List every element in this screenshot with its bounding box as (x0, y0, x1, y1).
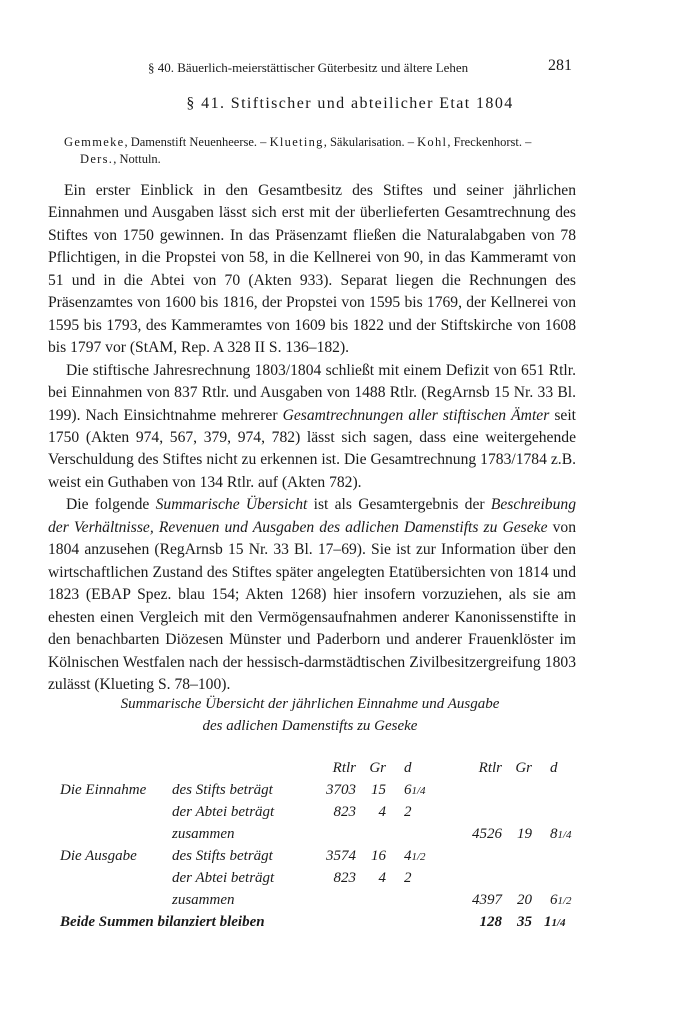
row-gr: 15 (371, 782, 386, 798)
table-row (60, 804, 620, 826)
row-description: der Abtei beträgt (172, 804, 275, 820)
row-gr-total: 19 (517, 826, 532, 842)
row-label: Die Einnahme (60, 782, 147, 798)
lit-author: Kohl (417, 135, 448, 149)
col-header-d: d (550, 760, 558, 776)
row-rtlr-total: 4397 (472, 892, 502, 908)
row-label: Die Ausgabe (60, 848, 137, 864)
paragraph-3-italic: Beschreibung der Verhältnisse, Revenuen und Ausgaben des adlichen Damenstifts zu Geseke (48, 496, 576, 536)
row-description: zusammen (172, 892, 235, 908)
lit-author: Klueting (269, 135, 324, 149)
row-rtlr: 823 (333, 870, 356, 886)
row-gr: 4 (378, 870, 386, 886)
table-header-row (60, 760, 620, 782)
table-body (60, 782, 620, 914)
body-text (48, 180, 576, 696)
row-description: der Abtei beträgt (172, 870, 275, 886)
table-total-row (60, 914, 620, 936)
table-row (60, 826, 620, 848)
literature-references (64, 134, 584, 168)
paragraph-3-italic: Summarische Übersicht (155, 496, 308, 514)
row-description: des Stifts beträgt (172, 782, 273, 798)
row-d: 2 (404, 870, 412, 886)
table-caption-line: Summarische Übersicht der jährlichen Einnahme und Ausgabe (120, 696, 500, 712)
paragraph-2-text: Die stiftische Jahresrechnung 1803/1804 schließt mit einem Defizit von 651 Rtlr. bei Einnahmen von 837 Rtlr. und Ausgaben von 1488 Rtlr. (RegArnsb 15 Nr. 33 Bl. 199). Nach Einsichtnahme mehrerer (48, 361, 576, 424)
row-d-total: 81/4 (550, 826, 572, 842)
lit-work: , Freckenhorst. – (447, 135, 532, 149)
lit-author: Ders. (80, 152, 114, 166)
table-row (60, 870, 620, 892)
row-d-total-fraction: 1/2 (557, 895, 572, 907)
section-title: § 41. Stiftischer und abteilicher Etat 1804 (186, 95, 514, 112)
lit-work: , Nottuln. (113, 152, 161, 166)
row-description: des Stifts beträgt (172, 848, 273, 864)
row-d-total: 61/2 (550, 892, 572, 908)
table-caption (0, 693, 620, 737)
paragraph-3-text: ist als Gesamtergebnis der (307, 496, 491, 514)
table-caption-line: des adlichen Damenstifts zu Geseke (202, 718, 418, 734)
row-d-fraction: 1/4 (411, 785, 426, 797)
total-label: Beide Summen bilanziert bleiben (60, 914, 265, 930)
row-rtlr: 3574 (326, 848, 356, 864)
paragraph-2 (48, 360, 576, 495)
table-row (60, 782, 620, 804)
lit-work: , Damenstift Neuenheerse. – (124, 135, 270, 149)
paragraph-3-text: von 1804 anzusehen (RegArnsb 15 Nr. 33 Bl. 17–69). Sie ist zur Information über den wirtschaftlichen Zustand des Stiftes später angelegten Etatübersichten von 1814 und 1823 (EBAP Spez. blau 154; Akten 1268) hier insofern vorzuziehen, als sie am ehesten einen Vergleich mit den Vermögensaufnahmen anderer Kanonissenstifte in den benachbarten Diözesen Münster und Paderborn und anderer Frauenklöster im Kölnischen Westfalen nach der hessisch-darmstädtischen Zivilbesitzergreifung 1803 zulässt (Klueting S. 78–100). (48, 518, 576, 693)
running-head: § 40. Bäuerlich-meierstättischer Güterbesitz und ältere Lehen (148, 60, 469, 75)
row-rtlr-total: 4526 (472, 826, 502, 842)
row-d: 61/4 (404, 782, 426, 798)
table-row (60, 848, 620, 870)
row-gr-total: 20 (517, 892, 532, 908)
col-header-rtlr: Rtlr (478, 760, 502, 776)
col-header-d: d (404, 760, 412, 776)
total-gr: 35 (517, 914, 532, 930)
table-row (60, 892, 620, 914)
col-header-gr: Gr (369, 760, 386, 776)
row-d-total-fraction: 1/4 (557, 829, 572, 841)
total-d: 11/4 (544, 914, 566, 930)
row-d-fraction: 1/2 (411, 851, 426, 863)
summary-table (60, 760, 620, 936)
total-d-fraction: 1/4 (551, 917, 566, 929)
row-rtlr: 823 (333, 804, 356, 820)
row-gr: 4 (378, 804, 386, 820)
paragraph-1: Ein erster Einblick in den Gesamtbesitz des Stiftes und seiner jährlichen Einnahmen und Ausgaben lässt sich erst mit der überlieferten Gesamtrechnung des Stiftes von 1750 gewinnen. In das Präsenzamt fließen die Naturalabgaben von 78 Pflichtigen, in die Propstei von 58, in die Kellnerei von 90, in das Kammeramt von 51 und in die Abtei von 70 (Akten 933). Separat liegen die Rechnungen des Präsenzamtes von 1600 bis 1816, der Propstei von 1595 bis 1769, der Kellnerei von 1595 bis 1793, des Kammeramtes von 1609 bis 1822 und der Stiftskirche von 1608 bis 1797 vor (StAM, Rep. A 328 II S. 136–182). (48, 182, 576, 357)
paragraph-2-text: seit 1750 (Akten 974, 567, 379, 974, 782) lässt sich sagen, dass eine weitergehende Verschuldung des Stiftes nicht zu erkennen ist. Die Gesamtrechnung 1783/1784 z.B. weist ein Guthaben von 134 Rtlr. auf (Akten 782). (48, 406, 576, 491)
paragraph-2-italic: Gesamtrechnungen aller stiftischen Ämter (282, 406, 550, 424)
row-d: 41/2 (404, 848, 426, 864)
paragraph-3-text: Die folgende (66, 496, 156, 514)
col-header-gr: Gr (515, 760, 532, 776)
row-description: zusammen (172, 826, 235, 842)
paragraph-3 (48, 494, 576, 696)
lit-work: , Säkularisation. – (323, 135, 418, 149)
page-number: 281 (548, 57, 572, 74)
col-header-rtlr: Rtlr (332, 760, 356, 776)
row-d: 2 (404, 804, 412, 820)
row-gr: 16 (371, 848, 386, 864)
lit-author: Gemmeke (64, 135, 125, 149)
total-rtlr: 128 (479, 914, 502, 930)
row-rtlr: 3703 (326, 782, 356, 798)
